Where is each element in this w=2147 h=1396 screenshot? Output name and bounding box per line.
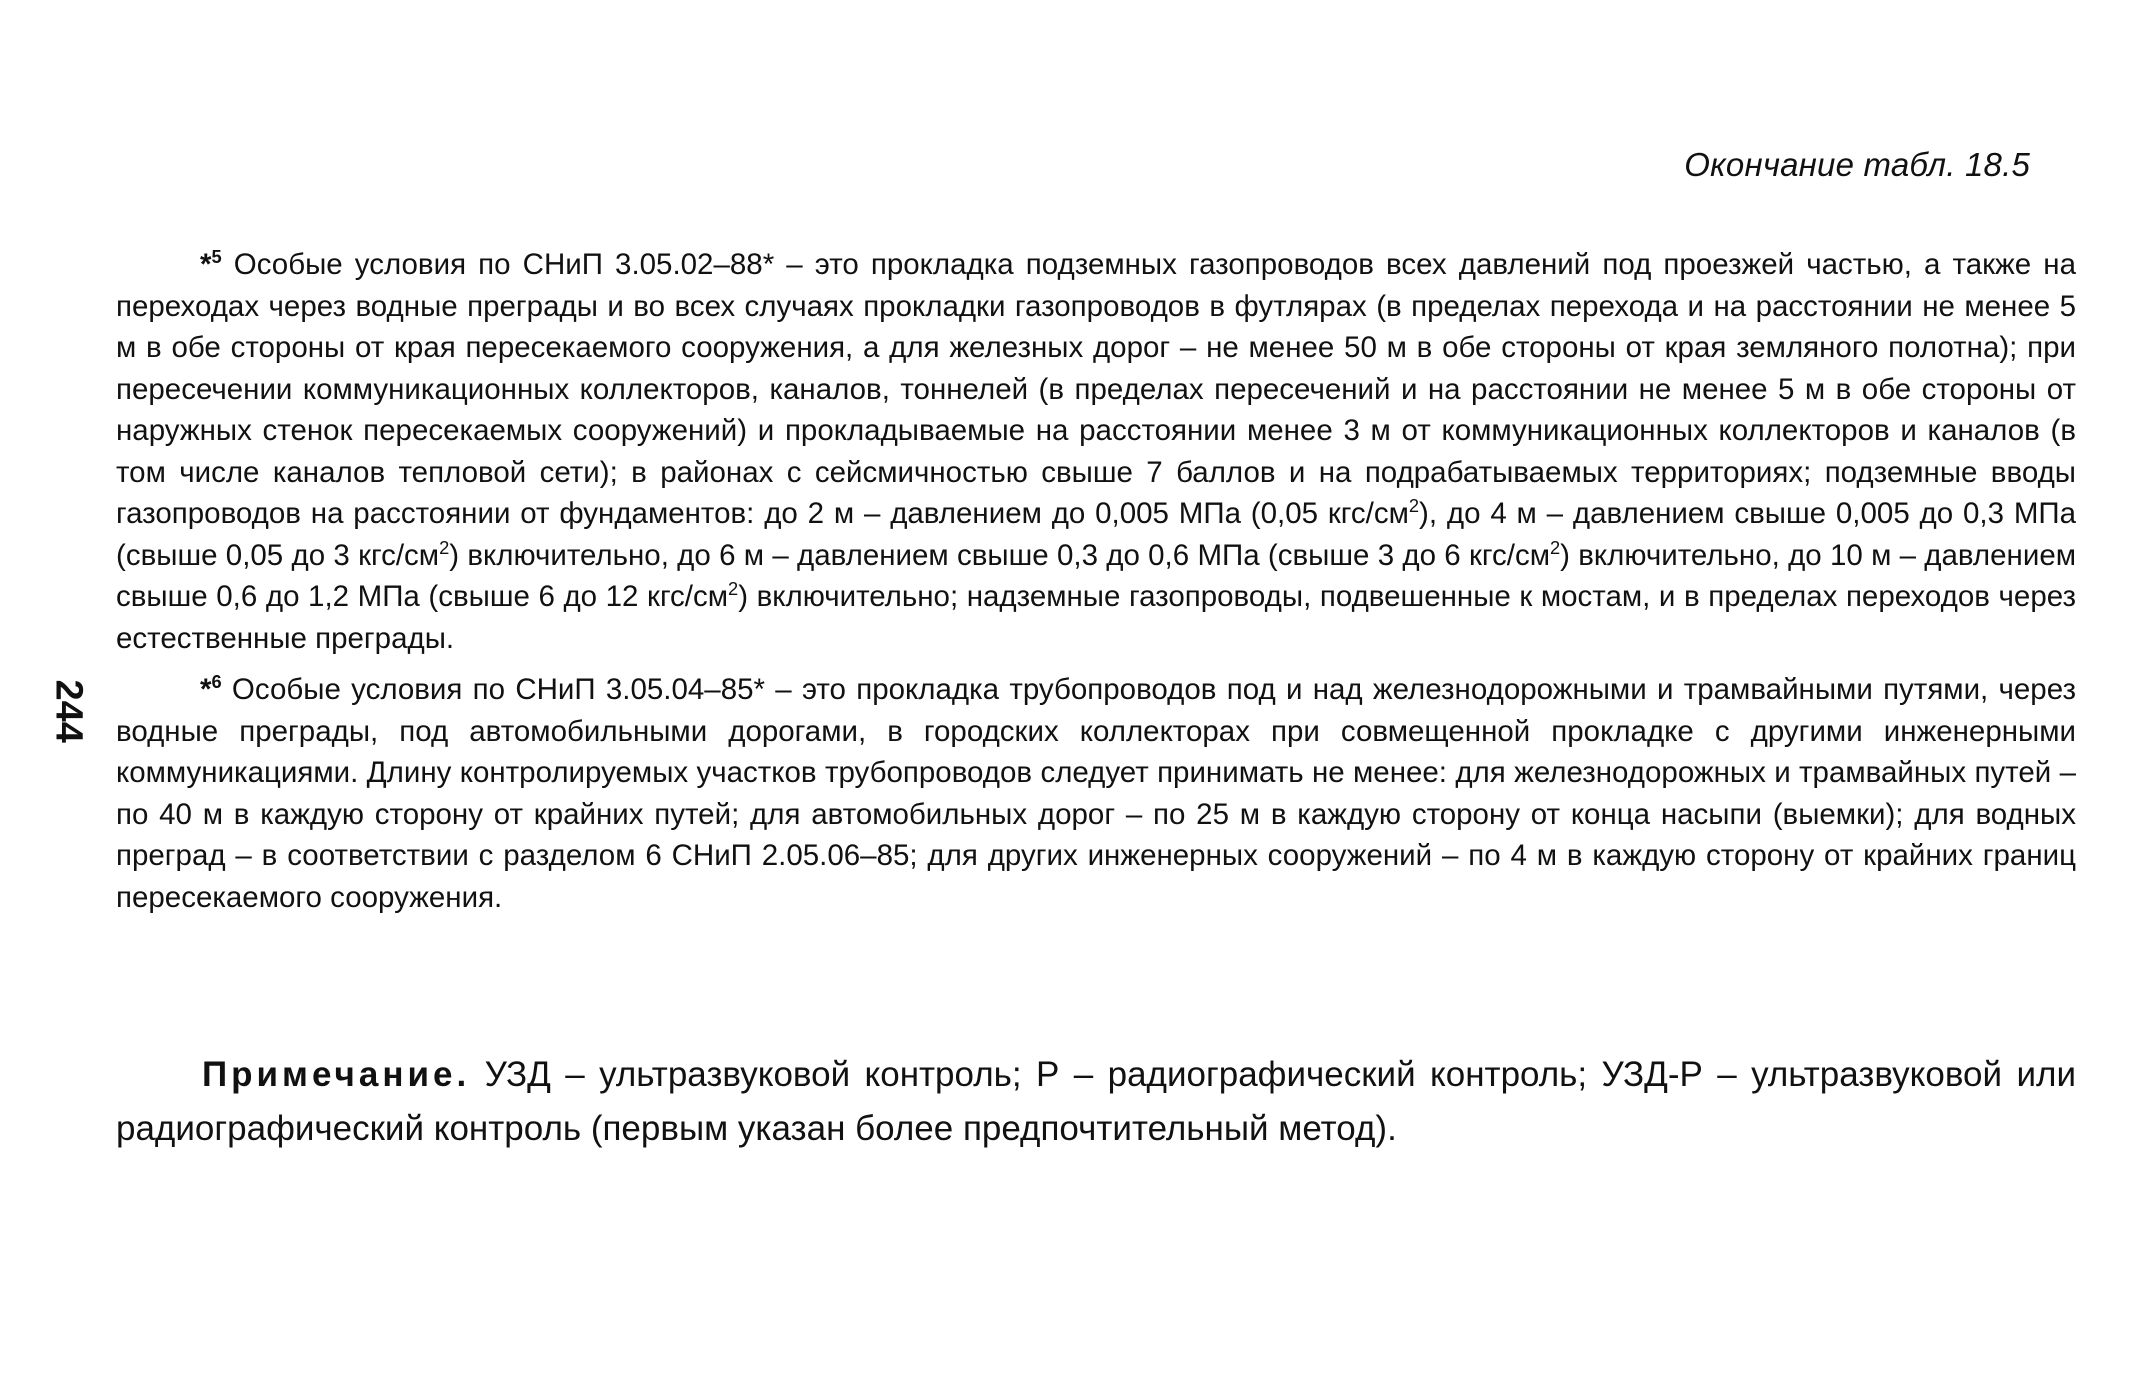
footnote-text: ) включительно, до 6 м – давлением свыше 0,3 до 0,6 МПа (свыше 3 до 6 кгс/см: [449, 538, 1550, 572]
footnote-number: 6: [211, 671, 222, 693]
superscript: 2: [1549, 536, 1561, 558]
footnote-text: ) включительно, до 10 м – давлением свыше 0,6 до 1,2 МПа (свыше 6 до 12 кгс/см: [116, 538, 2077, 613]
footnote-text: Особые условия по СНиП 3.05.02–88* – это прокладка подземных газопроводов всех давлений под проезжей частью, а также на переходах через водные преграды и во всех случаях прокладки газопроводов в футлярах (в пределах перехода и на расстоянии не менее 5 м в обе стороны от края пересекаемого сооружения, а для железных дорог – не менее 50 м в обе стороны от края земляного полотна); при пересечении коммуникационных коллекторов, каналов, тоннелей (в пределах пересечений и на расстоянии не менее 5 м в обе стороны от наружных стенок пересекаемых сооружений) и прокладываемые на расстоянии менее 3 м от коммуникационных коллекторов и каналов (в том числе каналов тепловой сети); в районах с сейсмичностью свыше 7 баллов и на подрабатываемых территориях; подземные вводы газопроводов на расстоянии от фундаментов: до 2 м – давлением до 0,005 МПа (0,05 кгс/см: [116, 248, 2076, 530]
superscript: 2: [439, 536, 450, 558]
note-paragraph: [116, 1048, 2076, 1156]
page-number: 244: [47, 679, 90, 743]
footnote-mark: *$^6$: [200, 671, 222, 706]
superscript: 2: [728, 578, 739, 600]
note-label: Примечание.: [202, 1055, 471, 1094]
table-continuation-caption: Окончание табл. 18.5: [1684, 146, 2030, 183]
footnotes-block: [116, 244, 2076, 918]
footnote-text: ), до 4 м – давлением свыше 0,005 до 0,3 МПа (свыше 0,05 до 3 кгс/см: [116, 497, 2076, 572]
footnote-mark: *$^5$: [200, 246, 222, 281]
footnote-6: [116, 669, 2076, 918]
footnote-5: [116, 244, 2076, 659]
superscript: 2: [1408, 495, 1420, 517]
footnote-text: Особые условия по СНиП 3.05.04–85* – это прокладка трубопроводов под и над железнодорожными и трамвайными путями, через водные преграды, под автомобильными дорогами, в городских коллекторах при совмещенной прокладке с другими инженерными коммуникациями. Длину контролируемых участков трубопроводов следует принимать не менее: для железнодорожных и трамвайных путей – по 40 м в каждую сторону от крайних путей; для автомобильных дорог – по 25 м в каждую сторону от конца насыпи (выемки); для водных преград – в соответствии с разделом 6 СНиП 2.05.06–85; для других инженерных сооружений – по 4 м в каждую сторону от крайних границ пересекаемого сооружения.: [116, 673, 2076, 914]
note-text: УЗД – ультразвуковой контроль; Р – радиографический контроль; УЗД-Р – ультразвуковой или радиографический контроль (первым указан более предпочтительный метод).: [116, 1055, 2076, 1148]
footnote-number: 5: [211, 246, 222, 268]
footnote-text: ) включительно; надземные газопроводы, подвешенные к мостам, и в пределах переходов через естественные преграды.: [116, 580, 2077, 655]
